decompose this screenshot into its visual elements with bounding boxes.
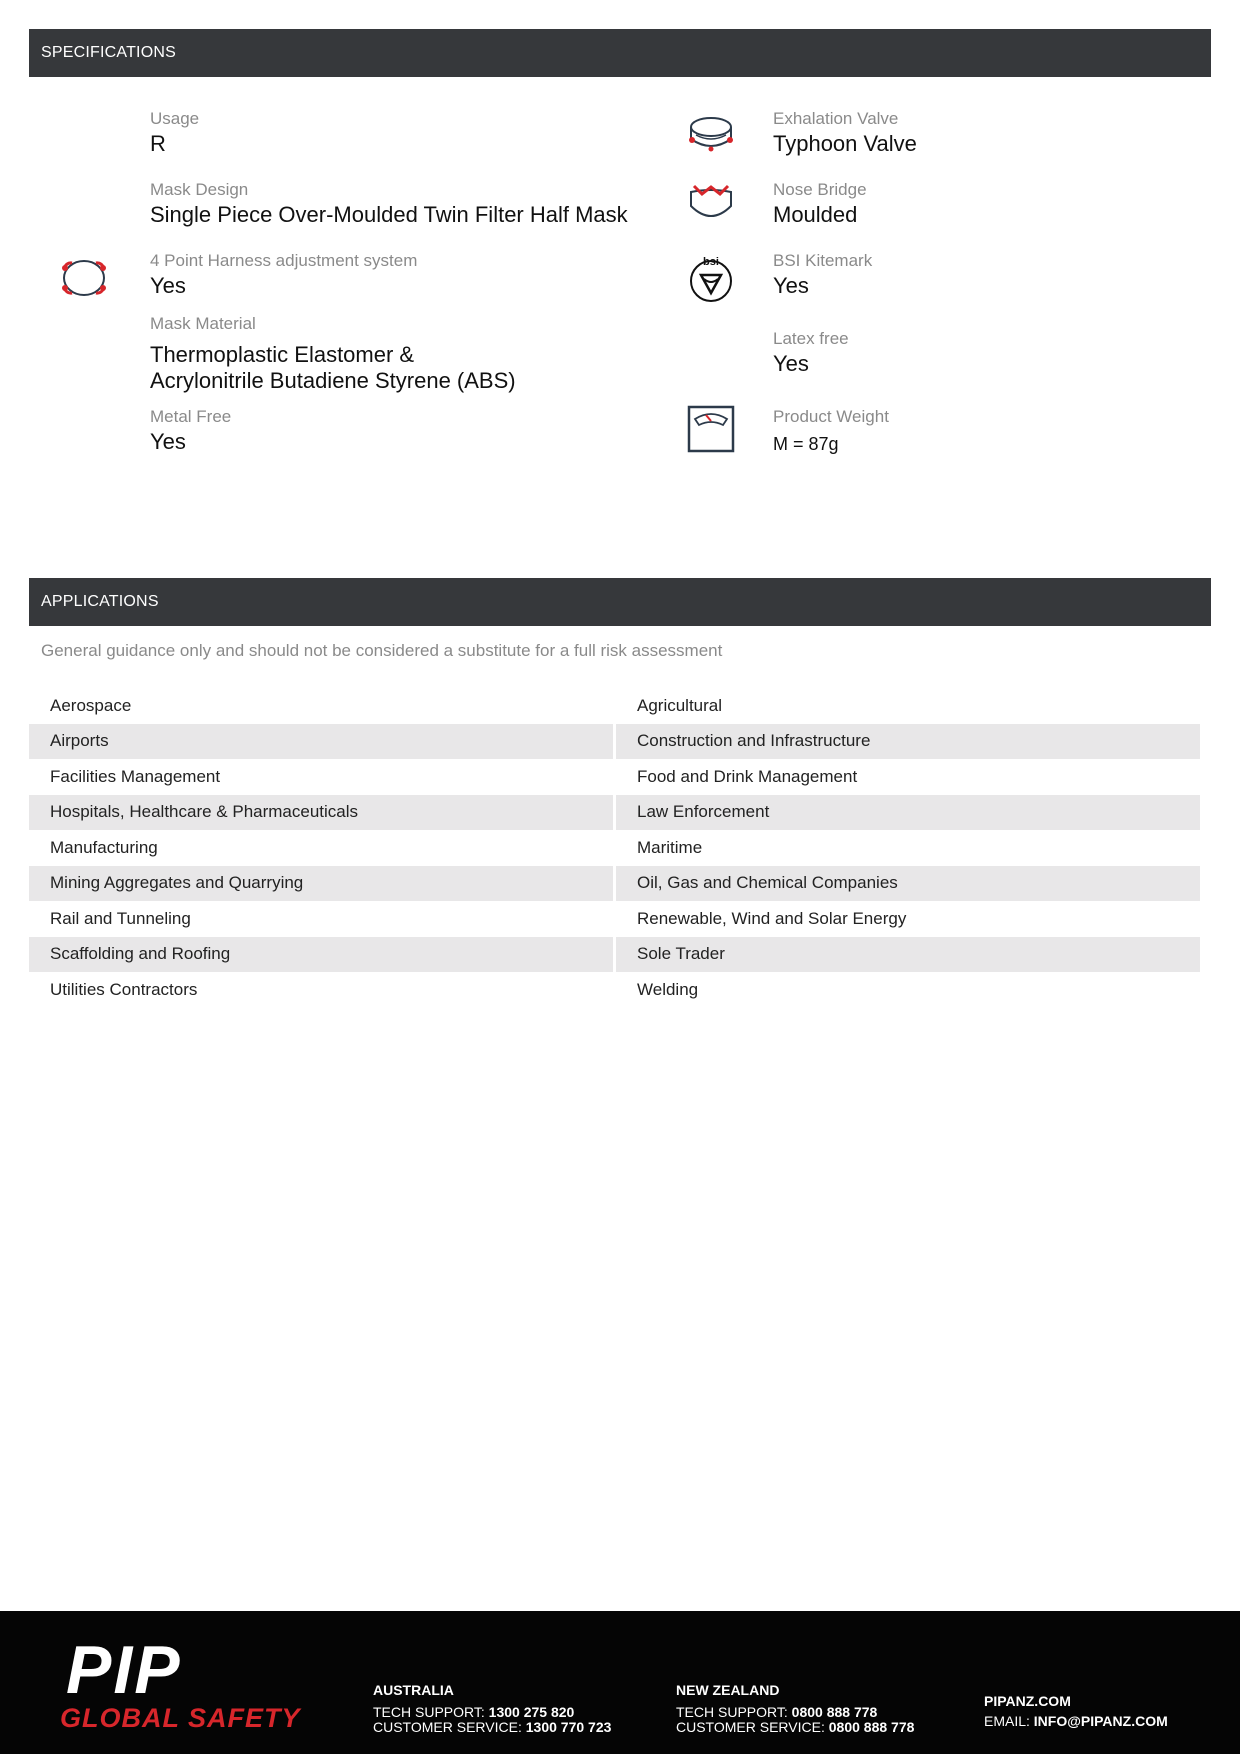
specifications-title: SPECIFICATIONS bbox=[41, 44, 176, 61]
spec-value: Yes bbox=[150, 429, 186, 454]
table-cell: Hospitals, Healthcare & Pharmaceuticals bbox=[29, 795, 613, 831]
table-cell: Scaffolding and Roofing bbox=[29, 937, 613, 973]
spec-value: Yes bbox=[150, 273, 186, 298]
spec-label: Mask Design bbox=[150, 180, 249, 199]
spec-value: Yes bbox=[773, 273, 809, 298]
table-cell: Welding bbox=[637, 979, 699, 999]
spec-nose-bridge bbox=[773, 180, 867, 228]
spec-metal-free bbox=[150, 407, 231, 455]
spec-label: 4 Point Harness adjustment system bbox=[150, 251, 418, 270]
table-row bbox=[29, 688, 1200, 724]
footer-australia bbox=[373, 1683, 611, 1735]
email-link[interactable]: INFO@PIPANZ.COM bbox=[1033, 1713, 1168, 1729]
australia-heading: AUSTRALIA bbox=[373, 1682, 454, 1698]
applications-guidance: General guidance only and should not be considered a substitute for a full risk assessment bbox=[41, 641, 723, 660]
spec-latex-free bbox=[773, 329, 849, 377]
nz-customer-service: CUSTOMER SERVICE: 0800 888 778 bbox=[676, 1719, 915, 1735]
spec-value: Single Piece Over-Moulded Twin Filter Half Mask bbox=[150, 202, 628, 227]
table-cell: Facilities Management bbox=[50, 766, 221, 786]
spec-label: Mask Material bbox=[150, 314, 256, 333]
table-row bbox=[29, 724, 1200, 760]
table-row bbox=[29, 866, 1200, 902]
spec-label: Usage bbox=[150, 109, 200, 128]
table-cell: Aerospace bbox=[50, 695, 132, 715]
kitemark-text: bsi bbox=[703, 256, 719, 268]
table-row bbox=[29, 795, 1200, 831]
footer-contact bbox=[984, 1694, 1168, 1729]
footer-new-zealand bbox=[676, 1683, 914, 1735]
spec-label: Metal Free bbox=[150, 407, 232, 426]
australia-service-number: 1300 770 723 bbox=[525, 1719, 612, 1735]
specifications-header bbox=[29, 29, 1211, 77]
applications-header bbox=[29, 578, 1211, 626]
spec-label: Nose Bridge bbox=[773, 180, 867, 199]
table-row bbox=[29, 972, 1200, 1008]
exhalation-valve-icon bbox=[686, 113, 736, 162]
harness-icon bbox=[58, 254, 110, 307]
website-link[interactable]: PIPANZ.COM bbox=[984, 1693, 1071, 1709]
table-row bbox=[29, 830, 1200, 866]
spec-value: Yes bbox=[773, 351, 809, 376]
weight-scale-icon bbox=[687, 405, 735, 458]
footer bbox=[0, 1611, 1240, 1754]
table-row bbox=[29, 937, 1200, 973]
table-cell: Manufacturing bbox=[50, 837, 158, 857]
table-cell: Construction and Infrastructure bbox=[616, 724, 1200, 760]
table-cell: Sole Trader bbox=[616, 937, 1200, 973]
logo-main-text: PIP bbox=[66, 1637, 182, 1708]
spec-bsi-kitemark bbox=[773, 251, 872, 299]
table-row bbox=[29, 759, 1200, 795]
pip-logo bbox=[58, 1637, 318, 1733]
spec-mask-design bbox=[150, 180, 628, 228]
australia-customer-service: CUSTOMER SERVICE: 1300 770 723 bbox=[373, 1719, 612, 1735]
spec-value: Moulded bbox=[773, 202, 858, 227]
table-cell: Airports bbox=[29, 724, 613, 760]
nz-tech-support: TECH SUPPORT: 0800 888 778 bbox=[676, 1704, 878, 1720]
nz-service-number: 0800 888 778 bbox=[828, 1719, 915, 1735]
australia-tech-number: 1300 275 820 bbox=[488, 1704, 575, 1720]
logo-sub-text: GLOBAL SAFETY bbox=[60, 1703, 301, 1733]
spec-exhalation-valve bbox=[773, 109, 917, 157]
table-cell: Law Enforcement bbox=[616, 795, 1200, 831]
spec-value: Typhoon Valve bbox=[773, 131, 917, 156]
australia-tech-support: TECH SUPPORT: 1300 275 820 bbox=[373, 1704, 575, 1720]
bsi-kitemark-icon bbox=[688, 253, 734, 308]
nz-tech-number: 0800 888 778 bbox=[791, 1704, 878, 1720]
spec-harness bbox=[150, 251, 417, 299]
table-cell: Oil, Gas and Chemical Companies bbox=[616, 866, 1200, 902]
applications-table bbox=[29, 688, 1200, 1008]
table-cell: Mining Aggregates and Quarrying bbox=[29, 866, 613, 902]
spec-label: Product Weight bbox=[773, 407, 889, 426]
spec-product-weight bbox=[773, 407, 889, 457]
table-cell: Maritime bbox=[637, 837, 703, 857]
table-cell: Renewable, Wind and Solar Energy bbox=[637, 908, 907, 928]
spec-value: M = 87g bbox=[773, 434, 839, 454]
email-line: EMAIL: INFO@PIPANZ.COM bbox=[984, 1713, 1168, 1729]
spec-label: Latex free bbox=[773, 329, 849, 348]
spec-value: R bbox=[150, 131, 166, 156]
spec-value-line2: Acrylonitrile Butadiene Styrene (ABS) bbox=[150, 368, 516, 393]
spec-label: BSI Kitemark bbox=[773, 251, 873, 270]
nose-bridge-icon bbox=[686, 180, 736, 229]
table-row bbox=[29, 901, 1200, 937]
spec-label: Exhalation Valve bbox=[773, 109, 899, 128]
nz-heading: NEW ZEALAND bbox=[676, 1682, 780, 1698]
table-cell: Rail and Tunneling bbox=[50, 908, 191, 928]
table-cell: Agricultural bbox=[637, 695, 723, 715]
table-cell: Utilities Contractors bbox=[50, 979, 198, 999]
table-cell: Food and Drink Management bbox=[637, 766, 858, 786]
spec-value-line1: Thermoplastic Elastomer & bbox=[150, 342, 415, 367]
spec-usage bbox=[150, 109, 199, 157]
applications-title: APPLICATIONS bbox=[41, 593, 159, 610]
spec-mask-material bbox=[150, 314, 516, 394]
